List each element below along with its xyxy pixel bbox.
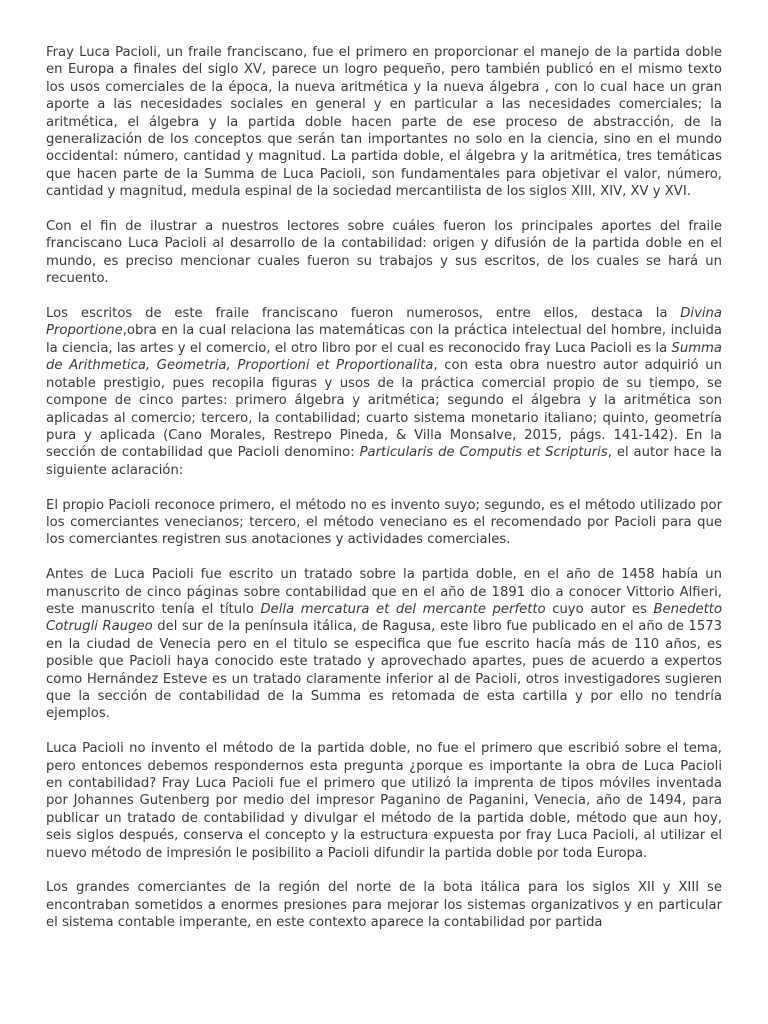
- paragraph-text: Fray Luca Pacioli, un fraile franciscano, fue el primero en proporcionar el manejo de la partida doble en Europa a finales del siglo XV, parece un logro pequeño, pero también publicó en el mismo texto los usos comerciales de la época, la nueva aritmética y la nueva álgebra , con lo cual hace un gran aporte a las necesidades sociales en general y en particular a las necesidades comerciales; la aritmética, el álgebra y la partida doble hacen parte de ese proceso de abstracción, de la generalización de los conceptos que serán tan importantes no solo en la ciencia, sino en el mundo occidental: número, cantidad y magnitud. La partida doble, el álgebra y la aritmética, tres temáticas que hacen parte de la Summa de Luca Pacioli, son fundamentales para objetivar el valor, número, cantidad y magnitud, medula espinal de la sociedad mercantilista de los siglos XIII, XIV, XV y XVI.: [46, 45, 722, 200]
- paragraph-text: Los escritos de este fraile franciscano fueron numerosos, entre ellos, destaca la: [46, 306, 681, 322]
- paragraph-text: ,obra en la cual relaciona las matemáticas con la práctica intelectual del hombre, incluida la ciencia, las artes y el comercio, el otro libro por el cual es reconocido fray Luca Pacioli es la: [46, 323, 722, 356]
- paragraph-text: , con esta obra nuestro autor adquirió un notable prestigio, pues recopila figuras y usos de la práctica comercial propio de su tiempo, se compone de cinco partes: primero álgebra y aritmética; segundo el álgebra y la aritmética son aplicadas al comercio; tercero, la contabilidad; cuarto sistema monetario italiano; quinto, geometría pura y aplicada (Cano Morales, Restrepo Pineda, & Villa Monsalve, 2015, págs. 141-142). En la sección de contabilidad que Pacioli denomino:: [46, 358, 723, 461]
- paragraph: [46, 879, 722, 931]
- paragraph: [46, 566, 722, 723]
- paragraph-text: Los grandes comerciantes de la región del norte de la bota itálica para los siglos XII y XIII se encontraban sometidos a enormes presiones para mejorar los sistemas organizativos y en particular el sistema contable imperante, en este contexto aparece la contabilidad por partida: [46, 880, 722, 931]
- paragraph-text: , el autor hace la siguiente aclaración:: [46, 445, 722, 478]
- paragraph-text: Luca Pacioli no invento el método de la partida doble, no fue el primero que escribió sobre el tema, pero entonces debemos respondernos esta pregunta ¿porque es importante la obra de Luca Pacioli en contabilidad? Fray Luca Pacioli fue el primero que utilizó la imprenta de tipos móviles inventada por Johannes Gutenberg por medio del impresor Paganino de Paganini, Venecia, año de 1494, para publicar un tratado de contabilidad y divulgar el método de la partida doble, método que aun hoy, seis siglos después, conserva el concepto y la estructura expuesta por fray Luca Pacioli, al utilizar el nuevo método de impresión le posibilito a Pacioli difundir la partida doble por toda Europa.: [46, 741, 722, 861]
- document-body: [46, 44, 722, 932]
- paragraph: [46, 497, 722, 549]
- italic-title-text: Particularis de Computis et Scripturis: [359, 445, 608, 461]
- paragraph: [46, 218, 722, 288]
- paragraph: [46, 740, 722, 862]
- italic-title-text: Summa de Arithmetica, Geometria, Proportioni et Proportionalita: [46, 340, 722, 374]
- paragraph-text: Con el fin de ilustrar a nuestros lectores sobre cuáles fueron los principales aportes del fraile franciscano Luca Pacioli al desarrollo de la contabilidad: origen y difusión de la partida doble en el mundo, es preciso mencionar cuales fueron su trabajos y sus escritos, de los cuales se hará un recuento.: [46, 219, 722, 287]
- italic-title-text: Della mercatura et del mercante perfetto: [260, 601, 546, 617]
- paragraph: [46, 305, 722, 479]
- paragraph-text: Antes de Luca Pacioli fue escrito un tratado sobre la partida doble, en el año de 1458 había un manuscrito de cinco páginas sobre contabilidad que en el año de 1891 dio a conocer Vittorio Alfieri, este manuscrito tenía el título: [46, 567, 722, 617]
- paragraph-text: cuyo autor es: [545, 601, 654, 617]
- italic-title-text: Benedetto Cotrugli Raugeo: [46, 601, 723, 635]
- paragraph-text: del sur de la península itálica, de Ragusa, este libro fue publicado en el año de 1573 en la ciudad de Venecia pero en el titulo se especifica que fue escrito hacía más de 110 años, es posible que Pacioli haya conocido este tratado y aprovechado apartes, pues de acuerdo a expertos como Hernández Esteve es un tratado claramente inferior al de Pacioli, otros investigadores sugieren que la sección de contabilidad de la Summa es retomada de esta cartilla y por ello no tendría ejemplos.: [46, 619, 722, 722]
- paragraph: [46, 44, 722, 201]
- paragraph-text: El propio Pacioli reconoce primero, el método no es invento suyo; segundo, es el método utilizado por los comerciantes venecianos; tercero, el método veneciano es el recomendado por Pacioli para que los comerciantes registren sus anotaciones y actividades comerciales.: [46, 497, 722, 548]
- italic-title-text: Divina Proportione: [46, 306, 722, 339]
